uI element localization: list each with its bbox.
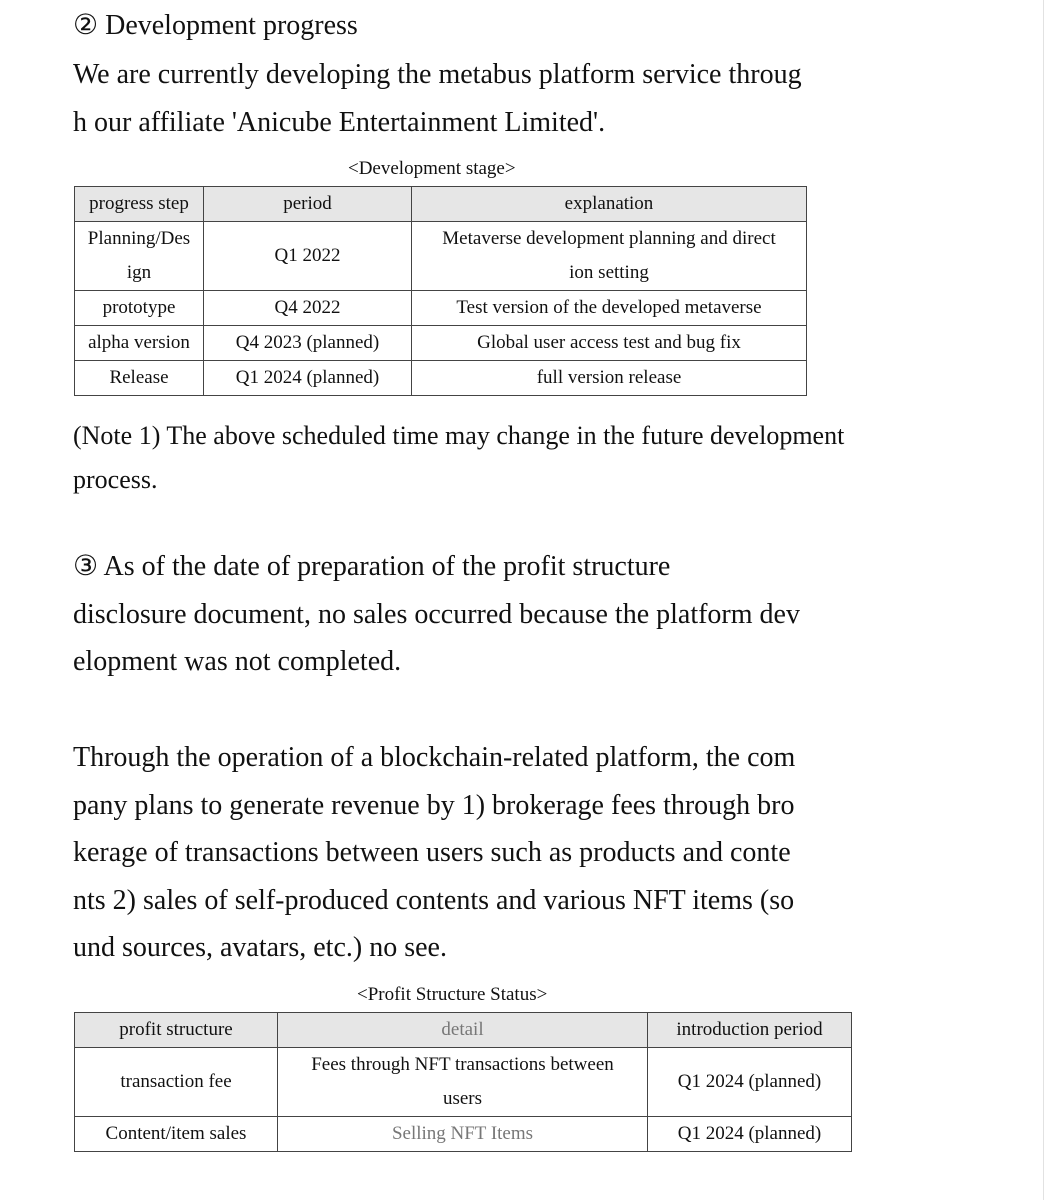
cell-detail-line: Fees through NFT transactions between bbox=[311, 1054, 614, 1075]
table-header-row bbox=[75, 1013, 852, 1048]
section2-heading: ② Development progress bbox=[73, 10, 358, 41]
table-header-row bbox=[75, 187, 807, 222]
section2-intro-line-1: We are currently developing the metabus platform service throug bbox=[73, 59, 802, 90]
section3-line-2: disclosure document, no sales occurred because the platform dev bbox=[73, 599, 800, 630]
revenue-line-3: kerage of transactions between users such as products and conte bbox=[73, 837, 791, 868]
header-progress-step: progress step bbox=[75, 187, 204, 222]
cell-period: Q4 2023 (planned) bbox=[204, 326, 412, 361]
cell-structure: Content/item sales bbox=[75, 1117, 278, 1152]
table-row bbox=[75, 326, 807, 361]
cell-explanation-line: Metaverse development planning and direct bbox=[442, 228, 776, 249]
table-row bbox=[75, 291, 807, 326]
cell-detail-line: users bbox=[442, 1088, 483, 1109]
section3-line-3: elopment was not completed. bbox=[73, 646, 402, 677]
cell-explanation-line: ion setting bbox=[569, 262, 649, 283]
cell-period: Q1 2024 (planned) bbox=[204, 361, 412, 396]
cell-step: alpha version bbox=[75, 326, 204, 361]
header-explanation: explanation bbox=[412, 187, 807, 222]
cell-period: Q4 2022 bbox=[204, 291, 412, 326]
revenue-line-5: und sources, avatars, etc.) no see. bbox=[73, 932, 447, 963]
header-introduction-period: introduction period bbox=[648, 1013, 852, 1048]
header-profit-structure: profit structure bbox=[75, 1013, 278, 1048]
cell-period: Q1 2022 bbox=[204, 222, 412, 291]
cell-step: prototype bbox=[75, 291, 204, 326]
cell-step bbox=[75, 222, 204, 291]
cell-explanation: Test version of the developed metaverse bbox=[412, 291, 807, 326]
development-stage-table bbox=[74, 186, 807, 396]
cell-structure: transaction fee bbox=[75, 1048, 278, 1117]
section2-intro-line-2: h our affiliate 'Anicube Entertainment Limited'. bbox=[73, 107, 606, 138]
development-table-caption: <Development stage> bbox=[348, 158, 516, 179]
page-right-border bbox=[1043, 0, 1044, 1200]
cell-detail bbox=[278, 1048, 648, 1117]
section3-line-1: ③ As of the date of preparation of the profit structure bbox=[73, 551, 671, 582]
cell-step-line: ign bbox=[126, 262, 152, 283]
note-line-1: (Note 1) The above scheduled time may change in the future development bbox=[73, 421, 845, 450]
cell-step: Release bbox=[75, 361, 204, 396]
note-line-2: process. bbox=[73, 465, 158, 494]
cell-explanation: full version release bbox=[412, 361, 807, 396]
header-detail: detail bbox=[278, 1013, 648, 1048]
cell-detail: Selling NFT Items bbox=[278, 1117, 648, 1152]
profit-structure-table bbox=[74, 1012, 852, 1152]
revenue-line-4: nts 2) sales of self-produced contents and various NFT items (so bbox=[73, 885, 795, 916]
profit-table-caption: <Profit Structure Status> bbox=[357, 984, 548, 1005]
table-row bbox=[75, 222, 807, 291]
table-row bbox=[75, 1117, 852, 1152]
table-row bbox=[75, 361, 807, 396]
cell-explanation: Global user access test and bug fix bbox=[412, 326, 807, 361]
cell-period: Q1 2024 (planned) bbox=[648, 1048, 852, 1117]
revenue-line-1: Through the operation of a blockchain-related platform, the com bbox=[73, 742, 796, 773]
table-row bbox=[75, 1048, 852, 1117]
cell-explanation bbox=[412, 222, 807, 291]
header-period: period bbox=[204, 187, 412, 222]
cell-step-line: Planning/Des bbox=[87, 228, 191, 249]
revenue-line-2: pany plans to generate revenue by 1) brokerage fees through bro bbox=[73, 790, 795, 821]
cell-period: Q1 2024 (planned) bbox=[648, 1117, 852, 1152]
